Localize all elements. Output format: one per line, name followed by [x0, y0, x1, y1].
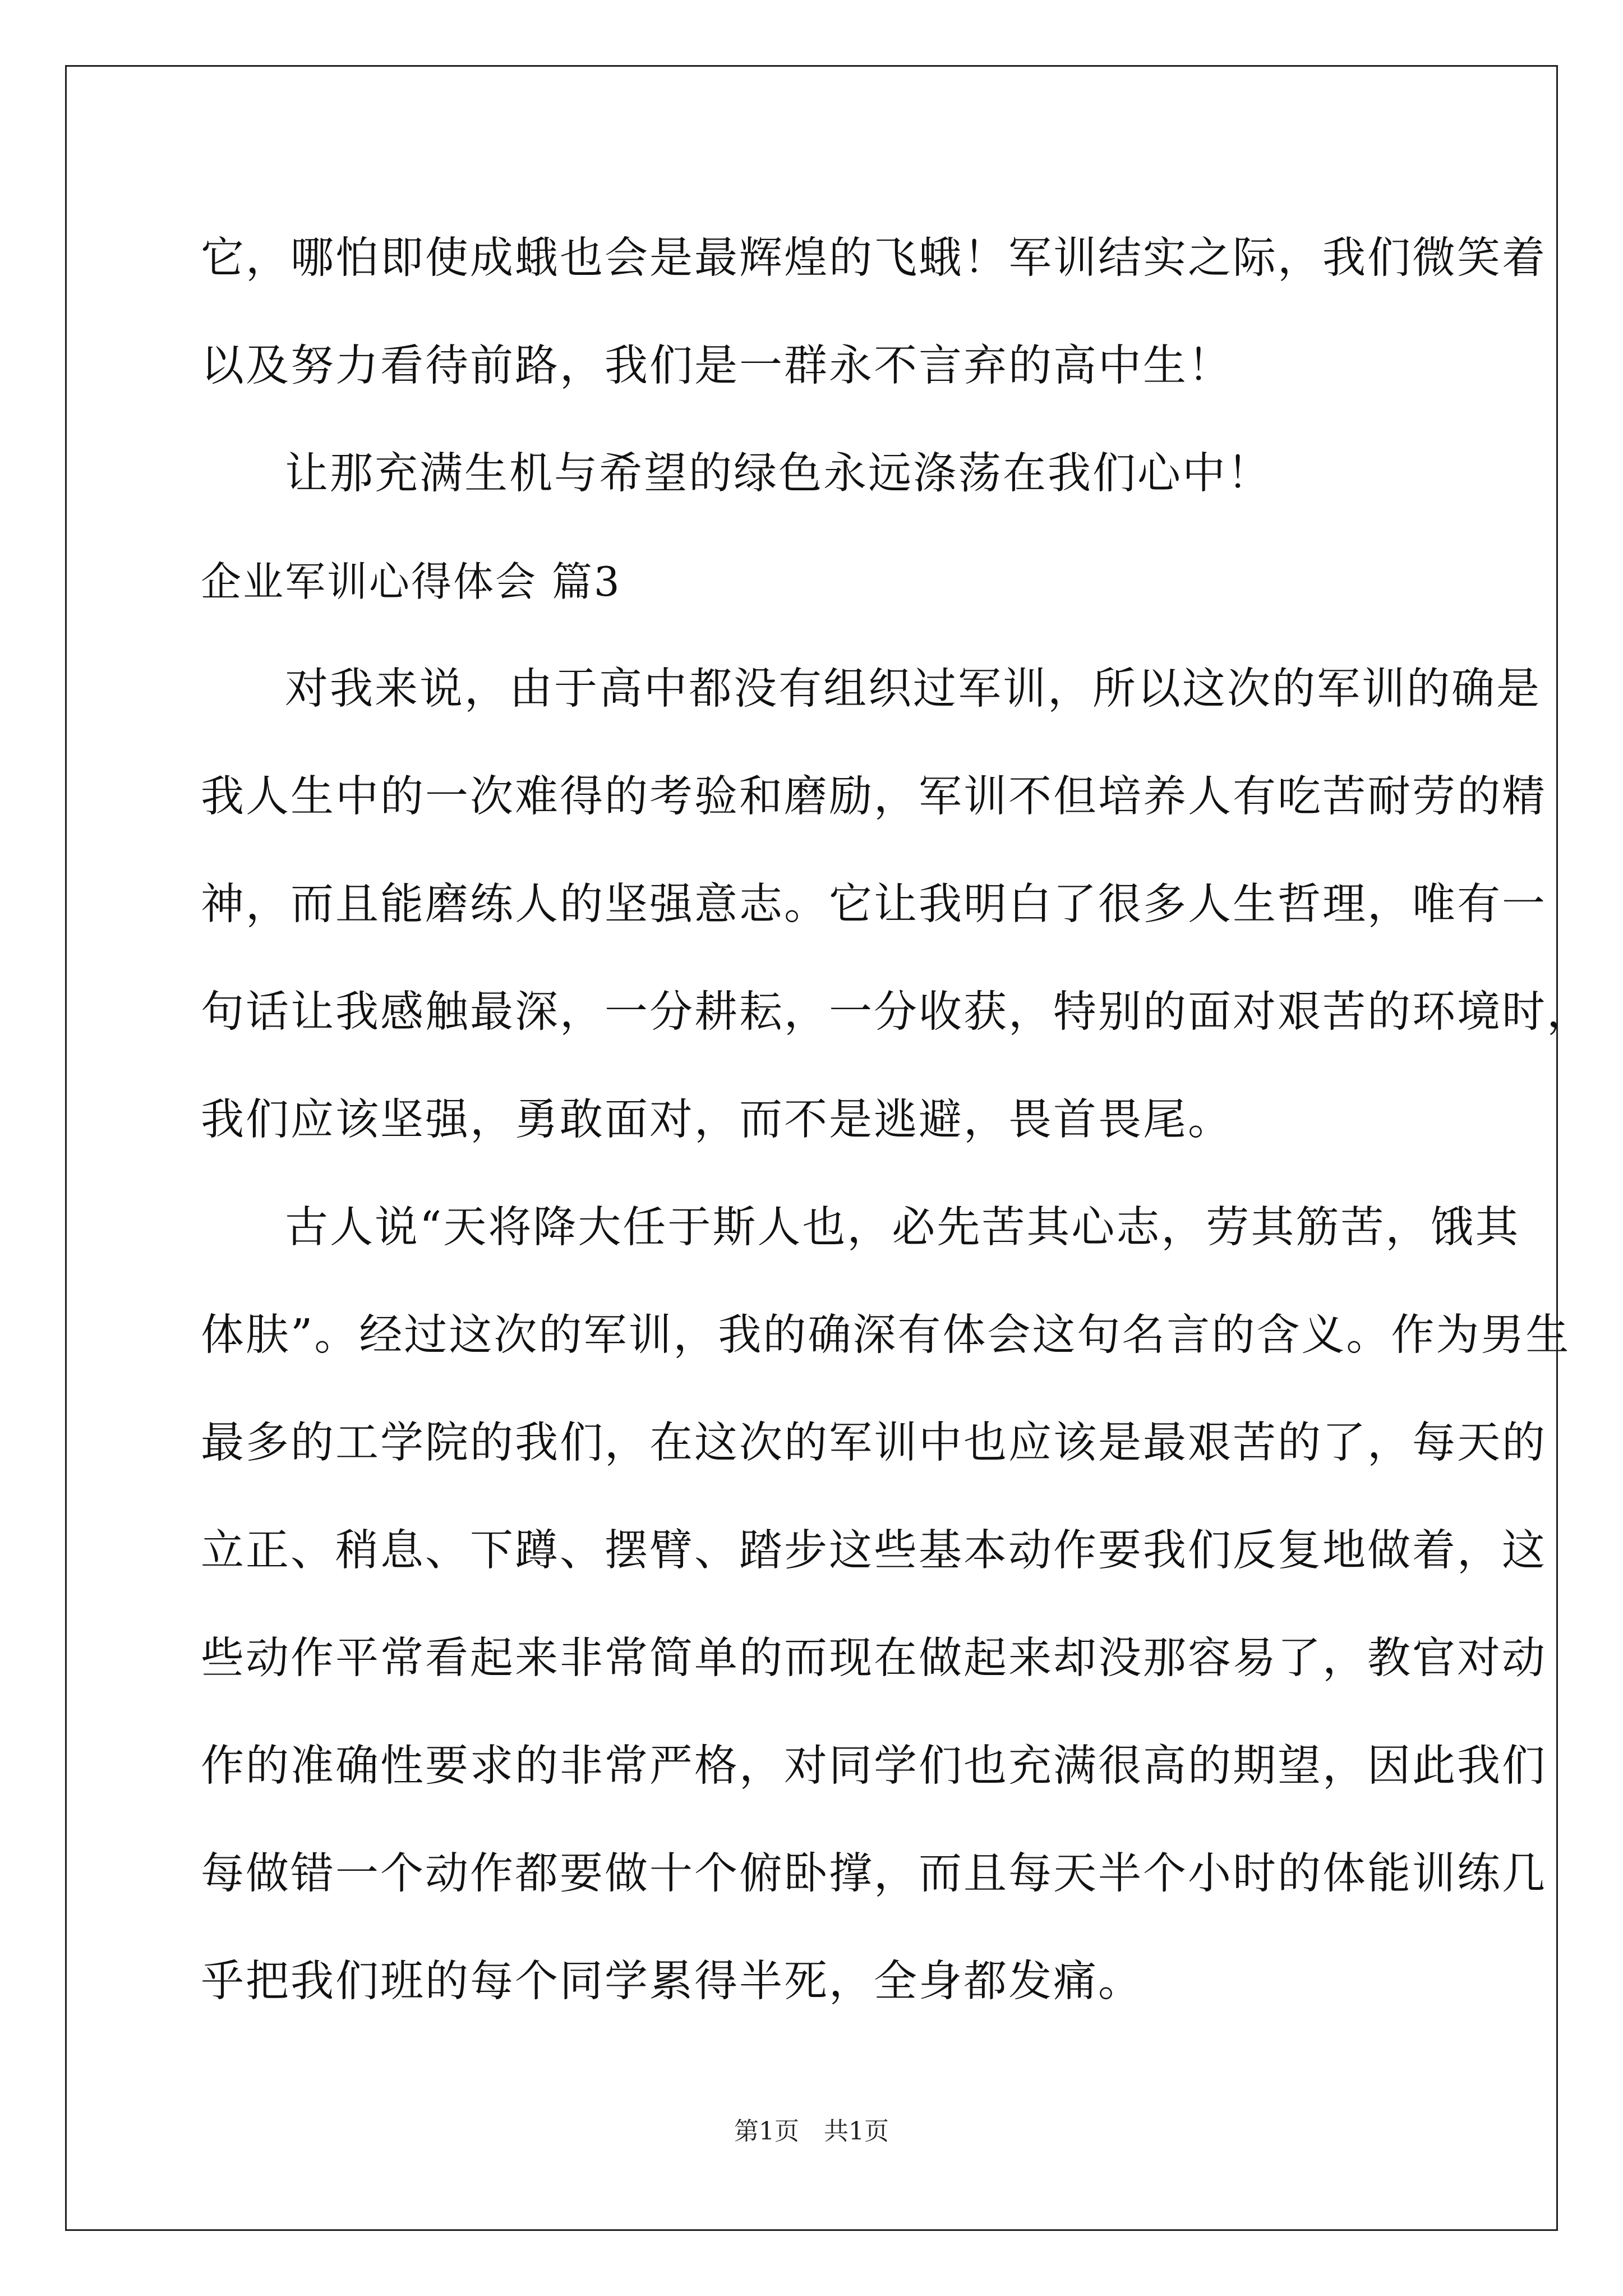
- text-line: 我们应该坚强，勇敢面对，而不是逃避，畏首畏尾。: [201, 1095, 1233, 1145]
- text-line: 每做错一个动作都要做十个俯卧撑，而且每天半个小时的体能训练几: [201, 1849, 1547, 1899]
- text-line: 最多的工学院的我们，在这次的军训中也应该是最艰苦的了，每天的: [201, 1418, 1547, 1468]
- text-line: 些动作平常看起来非常简单的而现在做起来却没那容易了，教官对动: [201, 1634, 1547, 1683]
- text-line: 对我来说，由于高中都没有组织过军训，所以这次的军训的确是: [285, 664, 1541, 714]
- text-line: 让那充满生机与希望的绿色永远涤荡在我们心中！: [285, 449, 1272, 499]
- text-line: 古人说“天将降大任于斯人也，必先苦其心志，劳其筋苦，饿其: [285, 1203, 1520, 1253]
- text-line: 以及努力看待前路，我们是一群永不言弃的高中生！: [201, 341, 1233, 391]
- document-body: [201, 205, 1592, 2036]
- text-line: 立正、稍息、下蹲、摆臂、踏步这些基本动作要我们反复地做着，这: [201, 1526, 1547, 1576]
- section-heading: 企业军训心得体会 篇3: [201, 558, 621, 605]
- page-footer: 第1页 共1页: [734, 2117, 889, 2146]
- text-line: 体肤”。经过这次的军训，我的确深有体会这句名言的含义。作为男生: [201, 1310, 1571, 1360]
- text-line: 作的准确性要求的非常严格，对同学们也充满很高的期望，因此我们: [201, 1741, 1547, 1791]
- text-line: 乎把我们班的每个同学累得半死，全身都发痛。: [201, 1957, 1143, 2007]
- text-line: 句话让我感触最深，一分耕耘，一分收获，特别的面对艰苦的环境时，: [201, 987, 1592, 1037]
- text-line: 它，哪怕即使成蛾也会是最辉煌的飞蛾！军训结实之际，我们微笑着: [201, 233, 1547, 283]
- text-line: 神，而且能磨练人的坚强意志。它让我明白了很多人生哲理，唯有一: [201, 880, 1547, 930]
- text-line: 我人生中的一次难得的考验和磨励，军训不但培养人有吃苦耐劳的精: [201, 772, 1547, 822]
